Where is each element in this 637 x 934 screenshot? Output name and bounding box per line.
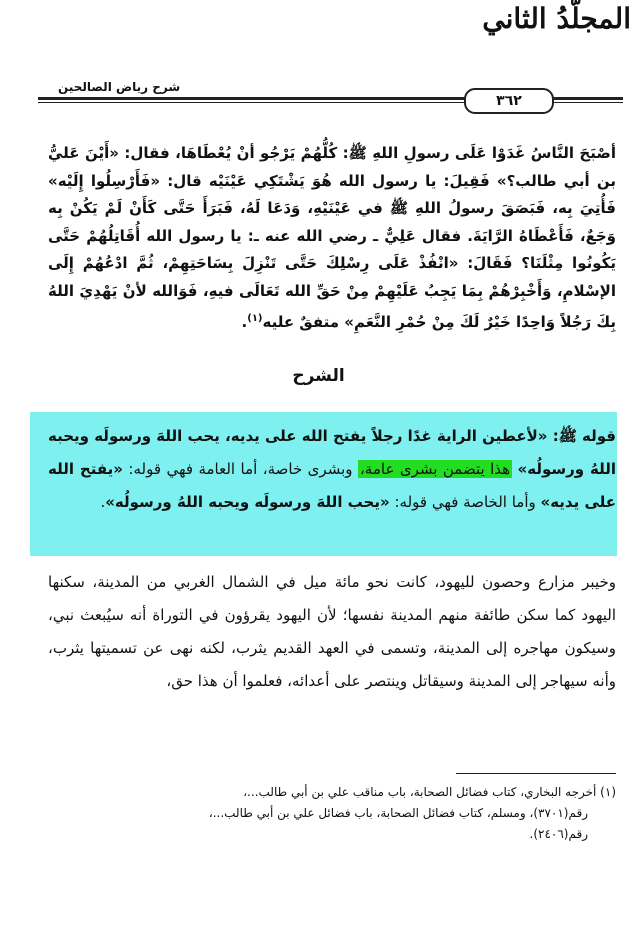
footnote-line: رقم(٣٧٠١)، ومسلم، كتاب فضائل الصحابة، باب فضائل علي بن أبي طالب...، <box>208 806 588 820</box>
commentary-text <box>48 420 616 519</box>
commentary-middle-2: وأما الخاصة فهي قوله: <box>389 493 541 511</box>
page-number: ٣٦٢ <box>464 88 554 114</box>
commentary-lead: قوله ﷺ: «لأعطين الراية غدًا رجلاً يفتح الله على يديه، يحب اللهَ ورسولَه ويحبه اللهُ ورسولُه» <box>48 427 616 478</box>
hadith-text: أصْبَحَ النَّاسُ غَدَوْا عَلَى رسولِ اللهِ ﷺ: كُلُّهُمْ يَرْجُو أنْ يُعْطَاهَا، فقال: «أَيْنَ عَليُّ بن أبي طالب؟» فَقِيلَ: يا رسول الله هُوَ يَشْتَكِي عَيْنَيْه قال: «فَأَرْسِلُوا إِلَيْه» فَأُتِيَ بِه، فَبَصَقَ رسولُ اللهِ ﷺ في عَيْنَيْهِ، وَدَعَا لَهُ، فَبَرَأَ حَتَّى كَأَنْ لَمْ يَكُنْ بِه وَجَعٌ، فَأَعْطَاهُ الرَّايَةَ. فقال عَلِيٌّ ـ رضي الله عنه ـ: يا رسول الله أُقَاتِلُهُمْ حَتَّى يَكُونُوا مِثْلَنَا؟ فَقَالَ: «انْفُذْ عَلَى رِسْلِكَ حَتَّى تَنْزِلَ بِسَاحَتِهِمْ، ثُمَّ ادْعُهُمْ إِلَى الإسْلامِ، وَأَخْبِرْهُمْ بِمَا يَجِبُ عَلَيْهِمْ مِنْ حَقِّ الله تَعَالَى فيهِ، فَوَالله لأنْ يَهْدِيَ اللهُ بِكَ رَجُلاً وَاحِدًا خَيْرٌ لَكَ مِنْ حُمْرِ النَّعَمِ» متفقٌ عليه$^{(١)}$. <box>48 144 616 331</box>
footnote-line: رقم(٢٤٠٦). <box>529 827 588 841</box>
section-heading: الشرح <box>292 366 345 386</box>
commentary-middle: وبشرى خاصة، أما العامة فهي قوله: <box>122 460 358 478</box>
volume-title: المجلّدُ الثاني <box>482 2 631 35</box>
green-highlight: هذا يتضمن بشرى عامة، <box>359 460 511 478</box>
footnote-ref: (١) <box>247 313 263 324</box>
body-paragraph: وخيبر مزارع وحصون لليهود، كانت نحو مائة ميل في الشمال الغربي من المدينة، سكنها اليهود كما سكن طائفة منهم المدينة نفسها؛ لأن اليهود يقرؤون في التوراة أنه سيُبعث نبي، وسيكون مهاجره إلى المدينة، وتسمى في العهد القديم يثرب، لكنه نهى عن تسميتها يثرب، وأنه سيهاجر إلى المدينة وسيقاتل وينتصر على أعدائه، فعلموا أن هذا حق، <box>48 573 616 690</box>
footnote-divider <box>456 773 616 774</box>
commentary-end: . <box>100 493 106 511</box>
footnotes <box>48 782 616 845</box>
footnote-line: (١) أخرجه البخاري، كتاب فضائل الصحابة، باب مناقب علي بن أبي طالب...، <box>243 785 616 799</box>
hadith-body: أصْبَحَ النَّاسُ غَدَوْا عَلَى رسولِ اللهِ ﷺ: كُلُّهُمْ يَرْجُو أنْ يُعْطَاهَا، فقال: «أَيْنَ عَليُّ بن أبي طالب؟» فَقِيلَ: يا رسول الله هُوَ يَشْتَكِي عَيْنَيْه قال: «فَأَرْسِلُوا إِلَيْه» فَأُتِيَ بِه، فَبَصَقَ رسولُ اللهِ ﷺ في عَيْنَيْهِ، وَدَعَا لَهُ، فَبَرَأَ حَتَّى كَأَنْ لَمْ يَكُنْ بِه وَجَعٌ، فَأَعْطَاهُ الرَّايَةَ. فقال عَلِيٌّ ـ رضي الله عنه ـ: يا رسول الله أُقَاتِلُهُمْ حَتَّى يَكُونُوا مِثْلَنَا؟ فَقَالَ: «انْفُذْ عَلَى رِسْلِكَ حَتَّى تَنْزِلَ بِسَاحَتِهِمْ، ثُمَّ ادْعُهُمْ إِلَى الإسْلامِ، وَأَخْبِرْهُمْ بِمَا يَجِبُ عَلَيْهِمْ مِنْ حَقِّ الله تَعَالَى فيهِ، فَوَالله لأنْ يَهْدِيَ اللهُ بِكَ رَجُلاً وَاحِدًا خَيْرٌ لَكَ مِنْ حُمْرِ النَّعَمِ» متفقٌ عليه <box>48 144 616 331</box>
quote-conquest: «يفتح الله على يديه» <box>48 460 616 511</box>
book-title: شرح رياض الصالحين <box>58 80 181 94</box>
quote-love: «يحب اللهَ ورسولَه ويحبه اللهُ ورسولُه» <box>105 493 390 511</box>
